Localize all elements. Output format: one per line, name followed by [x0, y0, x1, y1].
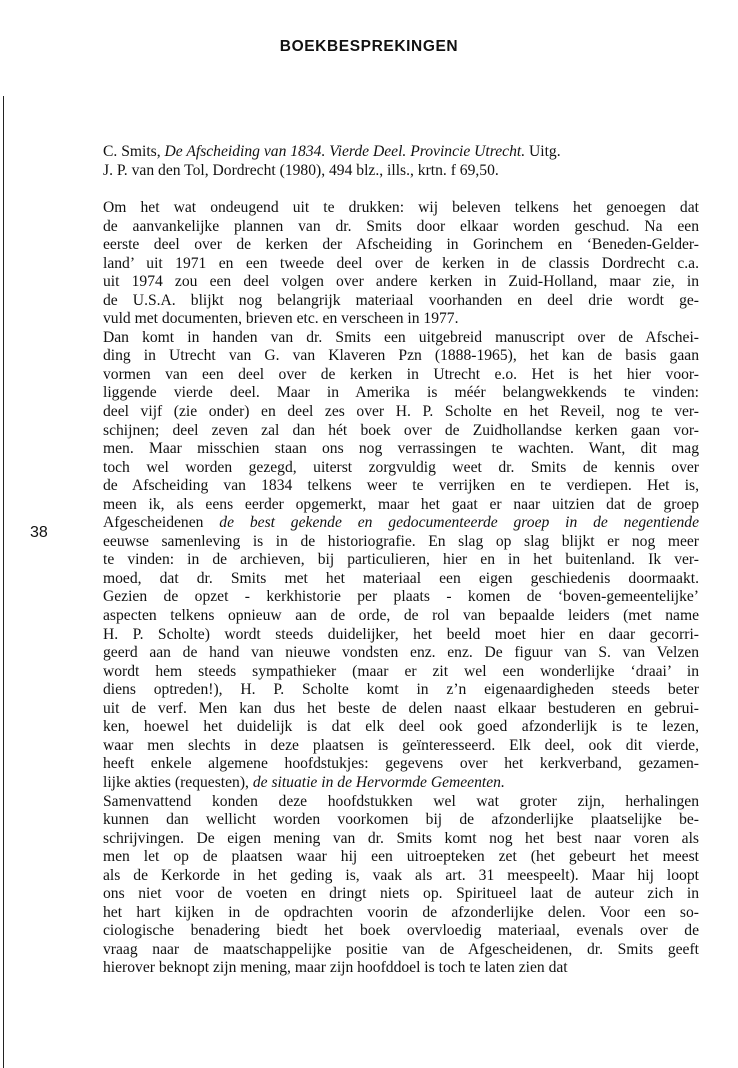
citation-title: De Afscheiding van 1834. Vierde Deel. Provincie Utrecht. [164, 143, 526, 160]
body-line [103, 830, 699, 849]
body-line-text: wordt hem steeds sympathieker (maar er zit wel een wonderlijke ‘draai’ in [103, 662, 699, 680]
body-line [103, 310, 699, 329]
body-line-text: Dan komt in handen van dr. Smits een uitgebreid manuscript over de Afschei- [103, 328, 699, 346]
body-line [103, 533, 699, 552]
body-line [103, 811, 699, 830]
body-line [103, 551, 699, 570]
body-line [103, 885, 699, 904]
body-line [103, 459, 699, 478]
body-line [103, 403, 699, 422]
body-line-text: Gezien de opzet - kerkhistorie per plaats - komen de ‘boven-gemeentelijke’ [103, 588, 699, 606]
body-line-text: het hart kijken in de opdrachten voorin de afzonderlijke delen. Voor een so- [103, 903, 699, 921]
body-line-text: kunnen dan wellicht worden voorkomen bij de afzonderlijke plaatselijke be- [103, 811, 699, 829]
body-line-text: men. Maar misschien staan ons nog verrassingen te wachten. Want, dit mag [103, 440, 699, 458]
review-body [103, 199, 699, 978]
body-line-text: vraag naar de maatschappelijke positie van de Afgescheidenen, dr. Smits geeft [103, 940, 699, 958]
body-line [103, 329, 699, 348]
body-line [103, 700, 699, 719]
body-line [103, 292, 699, 311]
body-line-text: liggende vierde deel. Maar in Amerika is méér belangwekkends te vinden: [103, 384, 699, 402]
body-line [103, 774, 699, 793]
body-line-text: schrijvingen. De eigen mening van dr. Smits komt nog het best naar voren als [103, 829, 699, 847]
running-header: BOEKBESPREKINGEN [279, 38, 459, 55]
body-line [103, 384, 699, 403]
body-line [103, 959, 699, 978]
body-line [103, 255, 699, 274]
body-line [103, 273, 699, 292]
body-line [103, 366, 699, 385]
page-number: 38 [30, 524, 48, 541]
body-line [103, 867, 699, 886]
body-line [103, 588, 699, 607]
body-line [103, 904, 699, 923]
body-line-text: lijke akties (requesten), de situatie in de Hervormde Gemeenten. [103, 773, 505, 791]
body-line [103, 681, 699, 700]
body-line [103, 644, 699, 663]
body-line [103, 440, 699, 459]
body-line-text: eeuwse samenleving is in de historiografie. En slag op slag blijkt er nog meer [103, 532, 699, 550]
body-line-text: ken, hoewel het duidelijk is dat elk deel ook goed afzonderlijk is te lezen, [103, 718, 699, 736]
body-line-text: deel vijf (zie onder) en deel zes over H. P. Scholte en het Reveil, nog te ver- [103, 403, 699, 421]
body-line-text: uit de verf. Men kan dus het beste de delen naast elkaar bestuderen en gebrui- [103, 699, 699, 717]
body-line-text: te vinden: in de archieven, bij particulieren, hier en in het buitenland. Ik ver- [103, 551, 699, 569]
body-line-text: Samenvattend konden deze hoofdstukken wel wat groter zijn, herhalingen [103, 792, 699, 810]
body-line [103, 422, 699, 441]
body-line-text: diens optreden!), H. P. Scholte komt in z’n eigenaardigheden steeds beter [103, 681, 699, 699]
body-line [103, 793, 699, 812]
body-line [103, 626, 699, 645]
body-line [103, 922, 699, 941]
body-line-text: de Afscheiding van 1834 telkens weer te verrijken en te verdiepen. Het is, [103, 477, 699, 495]
body-line-text: aspecten telkens opnieuw aan de orde, de rol van bepaalde leiders (met name [103, 607, 699, 625]
body-line [103, 607, 699, 626]
citation-author: C. Smits, [103, 143, 165, 160]
body-line [103, 737, 699, 756]
body-line [103, 663, 699, 682]
body-line-text: geerd aan de hand van nieuwe vondsten enz. enz. De figuur van S. van Velzen [103, 644, 699, 662]
margin-rule [3, 96, 4, 1068]
body-line-text: hierover beknopt zijn mening, maar zijn hoofddoel is toch te laten zien dat [103, 959, 568, 977]
body-line [103, 514, 699, 533]
body-line [103, 199, 699, 218]
body-line-text: vormen van een deel over de kerken in Utrecht e.o. Het is het hier voor- [103, 365, 699, 383]
body-line-text: H. P. Scholte) wordt steeds duidelijker, het beeld moet hier en daar gecorri- [103, 625, 699, 643]
body-line-text: waar men slechts in deze plaatsen is geïnteresseerd. Elk deel, ook dit vierde, [103, 736, 699, 754]
citation-publisher-start: Uitg. [525, 143, 561, 160]
body-line-text: meen ik, als eens eerder opgemerkt, maar het gaat er naar uitzien dat de groep [103, 495, 699, 513]
body-line-text: heeft enkele algemene hoofdstukjes: gegevens over het kerkverband, gezamen- [103, 755, 699, 773]
body-line [103, 496, 699, 515]
body-line-text: ding in Utrecht van G. van Klaveren Pzn (1888-1965), het kan de basis gaan [103, 347, 699, 365]
body-line [103, 347, 699, 366]
body-line [103, 236, 699, 255]
body-line-text: als de Kerkorde in het geding is, vaak als art. 31 meespeelt). Maar hij loopt [103, 866, 699, 884]
body-line-text: moed, dat dr. Smits met het materiaal een eigen geschiedenis doormaakt. [103, 569, 699, 587]
body-line-text: eerste deel over de kerken der Afscheiding in Gorinchem en ‘Beneden-Gelder- [103, 236, 699, 254]
body-line-text: ciologische benadering biedt het boek overvloedig materiaal, evenals over de [103, 922, 699, 940]
body-line [103, 218, 699, 237]
body-line-text: Om het wat ondeugend uit te drukken: wij beleven telkens het genoegen dat [103, 199, 699, 216]
body-line [103, 477, 699, 496]
body-line-text: schijnen; deel zeven zal dan hét boek over de Zuidhollandse kerken gaan vor- [103, 421, 699, 439]
body-line [103, 755, 699, 774]
body-line-text: land’ uit 1971 en een tweede deel over de kerken in de classis Dordrecht c.a. [103, 254, 699, 272]
body-line-text: Afgescheidenen de best gekende en gedocumenteerde groep in de negentiende [103, 514, 699, 532]
body-line-text: uit 1974 zou een deel volgen over andere kerken in Zuid-Holland, maar zie, in [103, 273, 699, 291]
body-line-text: vuld met documenten, brieven etc. en verscheen in 1977. [103, 310, 459, 328]
body-line-text: men let op de plaatsen waar hij een uitroepteken zet (het gebeurt het meest [103, 848, 699, 866]
book-citation [103, 143, 703, 180]
body-line [103, 848, 699, 867]
body-line [103, 941, 699, 960]
body-line [103, 718, 699, 737]
body-line-text: de aanvankelijke plannen van dr. Smits door elkaar worden geschud. Na een [103, 217, 699, 235]
body-line [103, 570, 699, 589]
citation-publisher: J. P. van den Tol, Dordrecht (1980), 494 blz., ills., krtn. f 69,50. [103, 161, 499, 179]
body-line-text: de U.S.A. blijkt nog belangrijk materiaal voorhanden en deel drie wordt ge- [103, 291, 699, 309]
body-line-text: ons niet voor de voeten en dringt niets op. Spiritueel laat de auteur zich in [103, 885, 699, 903]
body-line-text: toch wel worden gezegd, uiterst zorgvuldig weet dr. Smits de kennis over [103, 458, 699, 476]
